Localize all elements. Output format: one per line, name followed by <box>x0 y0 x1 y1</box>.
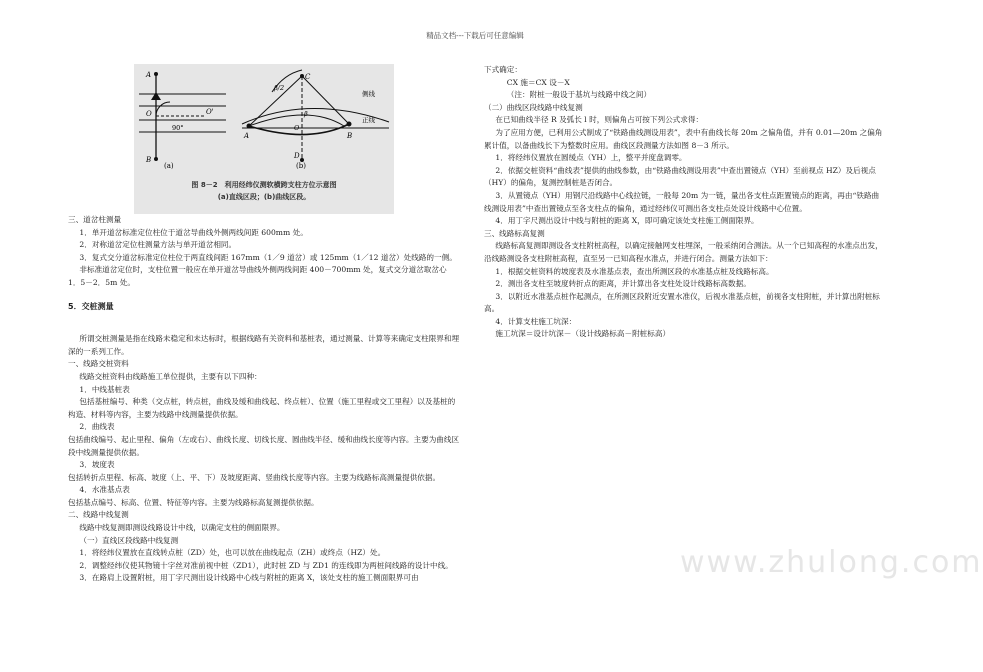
paragraph: 线路中线复测即测设线路设计中线，以确定支柱的侧面限界。 <box>79 523 285 533</box>
paragraph: 3．在路肩上设置附桩，用丁字尺测出设计线路中心线与附桩的距离 X，该处支柱的施工侧面限界可由 <box>79 573 419 583</box>
angle-arc-a <box>156 102 170 116</box>
point-a-marker <box>154 72 158 76</box>
point-c-marker <box>300 74 304 78</box>
label-A: A <box>146 71 152 79</box>
paragraph: 1．根据交桩资料的坡度表及水准基点表，查出所测区段的水准基点桩及线路标高。 <box>495 266 774 276</box>
paragraph: 包括基点编号、标高、位置、特征等内容。主要为线路标高复测提供依据。 <box>68 497 319 507</box>
subheading: （一）直线区段线路中线复测 <box>79 535 179 545</box>
formula: CX 施＝CX 设－X <box>506 77 570 87</box>
paragraph: 3．以附近水准基点桩作起测点，在所测区段附近安置水准仪，后视水准基点桩，前视各支柱附桩，并计算出附桩标高。 <box>484 291 880 314</box>
formula: 施工坑深＝设计坑深－（设计线路标高－附桩标高） <box>495 329 671 339</box>
paragraph: 3．从置镜点（YH）用钢尺沿线路中心线拉链，一般每 20m 为一链，量出各支柱点距置镜点的距离，再由“铁路曲线测设用表”中查出置镜点至各支柱点的偏角，通过经纬仪可测出各支柱点处设计线路中心位置。 <box>484 190 880 213</box>
heading-section-3-level: 三、线路标高复测 <box>484 228 545 238</box>
label-beta-half: β/2 <box>274 84 285 92</box>
heading-5-handover-survey: 5．交桩测量 <box>68 301 114 311</box>
paragraph: 为了应用方便，已利用公式制成了“铁路曲线测设用表”，表中有曲线长每 20m 之偏角值，并有 0.01—20m 之偏角累计值，以备曲线长下为整数时应用。曲线区段测量方法如图 8－3 所示。 <box>484 127 883 150</box>
label-O: O <box>146 110 152 118</box>
diagram-b <box>242 70 389 160</box>
instrument-icon <box>151 92 161 100</box>
paragraph: 2．调整经纬仪使其物镜十字丝对准前视中桩（ZD1），此时桩 ZD 与 ZD1 的连线即为两桩间线路的设计中线。 <box>79 560 453 570</box>
paragraph: 下式确定： <box>484 65 522 74</box>
label-C: C <box>305 73 311 81</box>
label-a: (a) <box>164 162 174 170</box>
label-cemian: 侧线 <box>362 90 375 98</box>
point-b-marker <box>154 157 158 161</box>
subheading: 2．曲线表 <box>79 422 115 432</box>
paragraph: 2．对称道岔定位柱测量方法与单开道岔相同。 <box>79 240 237 250</box>
page-header: 精品文档---下载后可任意编辑 <box>426 31 524 40</box>
paragraph: 线路交桩资料由线路施工单位提供，主要有以下四种： <box>79 371 262 381</box>
paragraph: 包括曲线编号、起止里程、偏角（左或右）、曲线长度、切线长度、圆曲线半径、缓和曲线长度等内容。主要为曲线区段中线测量提供依据。 <box>68 434 460 457</box>
label-D: D <box>294 152 300 160</box>
label-b: (b) <box>296 162 306 170</box>
figure-caption-line2: (a)直线区段；(b)曲线区段。 <box>217 193 311 201</box>
chord-cb <box>302 76 349 124</box>
paragraph: 1．单开道岔标准定位柱位于道岔导曲线外侧两线间距 600mm 处。 <box>79 227 308 237</box>
subheading: 4．水准基点表 <box>79 485 130 495</box>
paragraph: 4．计算支柱施工坑深： <box>495 316 577 326</box>
figure-8-2 <box>134 64 394 214</box>
label-angle-90: 90° <box>172 124 184 132</box>
label-Oprime: O' <box>206 108 214 116</box>
paragraph: 1．将经纬仪置放在圆缓点（YH）上，整平并度盘调零。 <box>495 153 687 163</box>
heading-section-3-switch: 三、道岔柱测量 <box>68 215 122 224</box>
paragraph: 线路标高复测即测设各支柱附桩高程，以确定接触网支柱埋深，一般采纳闭合测法。从一个已知高程的水准点出发，沿线路测设各支柱附桩高程，直至另一已知高程水准点，并进行闭合。测量方法如下： <box>484 241 883 263</box>
label-A-b: A <box>244 132 250 140</box>
paragraph: 3．复式交分道岔标准定位柱位于两直线间距 167mm（1／9 道岔）或 125mm（1／12 道岔）处线路的一侧。 <box>79 252 457 262</box>
paragraph: 所谓交桩测量是指在线路未稳定和未达标时，根据线路有关资料和基桩表，通过测量、计算等来确定支柱限界和埋深的一系列工作。 <box>68 334 460 356</box>
paragraph: 包括转折点里程、标高、坡度（上、平、下）及坡度距离、竖曲线长度等内容。主要为线路标高测量提供依据。 <box>68 472 441 482</box>
label-beta: β <box>304 110 308 118</box>
point-b-b-marker <box>347 122 352 127</box>
heading-section-2: 二、线路中线复测 <box>68 510 129 520</box>
paragraph: 1．将经纬仪置放在直线转点桩（ZD）处，也可以放在曲线起点（ZH）或终点（HZ）处。 <box>79 548 386 558</box>
paragraph: 2．依据交桩资料“曲线表”提供的曲线参数，由“铁路曲线测设用表”中查出置镜点（YH）至前视点 HZ）及后视点（HY）的偏角，复测控制桩是否闭合。 <box>484 165 876 188</box>
paragraph: 在已知曲线半径 R 及弧长 l 时，则偏角占可按下列公式求得： <box>495 115 704 125</box>
label-B-b: B <box>347 132 353 140</box>
subheading: 1．中线基桩表 <box>79 384 130 394</box>
right-column <box>484 64 884 341</box>
paragraph: 包括基桩编号、种类（交点桩，转点桩，曲线及缓和曲线起、终点桩）、位置（施工里程或交工里程）以及基桩的构造、材料等内容，主要为线路中线测量提供依据。 <box>68 397 456 419</box>
paragraph: 非标准道岔定位时，支柱位置一般应在单开道岔导曲线外侧两线间距 400－700mm 处，复式交分道岔取岔心 1．5－2．5m 处。 <box>68 265 447 287</box>
figure-caption-line1: 图 8－2 利用经纬仪测软横跨支柱方位示意图 <box>191 181 337 189</box>
note: （注：附桩一般设于基坑与线路中线之间） <box>506 90 652 100</box>
watermark-text: www.zhulong.com <box>680 545 983 580</box>
left-column <box>68 214 460 585</box>
paragraph: 2．测出各支柱至坡度转折点的距离，并计算出各支柱处设计线路标高数据。 <box>495 279 751 289</box>
subheading: （二）曲线区段线路中线复测 <box>484 102 583 112</box>
subheading: 3．坡度表 <box>79 460 115 470</box>
point-a-b-marker <box>247 124 252 129</box>
label-zhengxian: 正线 <box>362 116 375 124</box>
heading-section-1: 一、线路交桩资料 <box>68 359 129 369</box>
paragraph: 4．用丁字尺测出设计中线与附桩的距离 X，即可确定该处支柱施工侧面限界。 <box>495 216 759 226</box>
label-O-b: O <box>294 124 300 132</box>
label-B: B <box>146 156 152 164</box>
diagram-a <box>139 74 226 159</box>
